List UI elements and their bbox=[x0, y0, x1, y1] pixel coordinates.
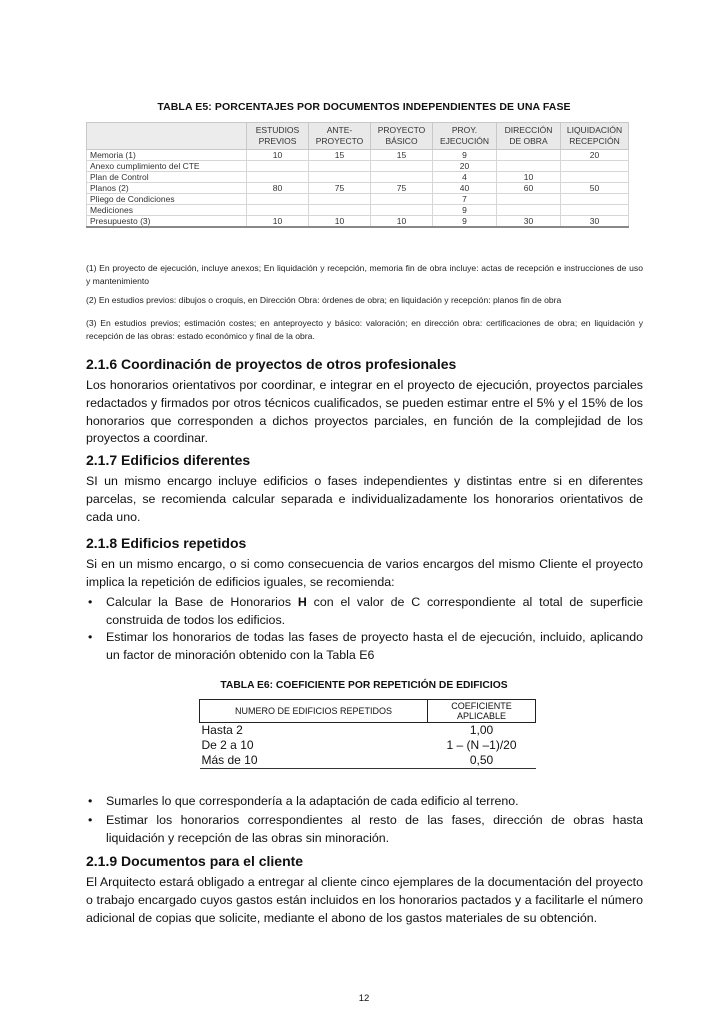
table-e6-col-header: COEFICIENTE APLICABLE bbox=[428, 700, 536, 723]
section-text-2-1-7: SI un mismo encargo incluye edificios o fases independientes y distintas entre si en diferentes parcelas, se recomienda calcular separada e individualizadamente los honorarios orientativos de cada uno. bbox=[86, 474, 643, 524]
table-e5-title: TABLA E5: PORCENTAJES POR DOCUMENTOS INDEPENDIENTES DE UNA FASE bbox=[157, 101, 571, 113]
table-row: Planos (2) 80 75 75 40 60 50 bbox=[87, 183, 629, 194]
table-e5-header bbox=[87, 123, 629, 150]
table-e6-header bbox=[200, 700, 536, 723]
table-e6 bbox=[199, 699, 536, 769]
table-row: Más de 10 0,50 bbox=[200, 753, 536, 769]
table-row: Hasta 2 1,00 bbox=[201, 723, 494, 737]
table-row: Memoria (1) 10 15 15 9 20 bbox=[87, 150, 629, 161]
footnote-3: (3) En estudios previos; estimación costes; en anteproyecto y básico: valoración; en dirección obra: certificaciones de obra; en liquidación y recepción de las obras: estado económico y final de la obra. bbox=[86, 318, 643, 341]
bullet-glyph: • bbox=[88, 813, 93, 827]
table-row: Presupuesto (3) 10 10 10 9 30 30 bbox=[87, 216, 629, 228]
section-text-2-1-9: El Arquitecto estará obligado a entregar al cliente cinco ejemplares de la documentación del proyecto o trabajo encargado cuyos gastos están incluidos en los honorarios pactados y a facilitarle el número adicional de copias que solicite, mediante el abono de los gastos materiales de su obtención. bbox=[86, 875, 643, 925]
table-e5-col-header: PROYECTO BÁSICO bbox=[371, 123, 433, 150]
table-row: Plan de Control 4 10 bbox=[87, 172, 629, 183]
table-e6-title: TABLA E6: COEFICIENTE POR REPETICIÓN DE EDIFICIOS bbox=[220, 680, 508, 691]
table-e5-col-header: PROY. EJECUCIÓN bbox=[433, 123, 497, 150]
section-heading-2-1-9: 2.1.9 Documentos para el cliente bbox=[86, 853, 304, 869]
table-e5-col-header: LIQUIDACIÓN RECEPCIÓN bbox=[561, 123, 629, 150]
section-heading-2-1-7: 2.1.7 Edificios diferentes bbox=[86, 452, 251, 468]
footnote-2: (2) En estudios previos: dibujos o croquis, en Dirección Obra: órdenes de obra; en liquidación y recepción: planos fin de obra bbox=[86, 295, 562, 305]
table-e5-header-blank bbox=[87, 123, 247, 150]
section-text-2-1-8: Si en un mismo encargo, o si como consecuencia de varios encargos del mismo Cliente el proyecto implica la repetición de edificios iguales, se recomienda: bbox=[86, 557, 643, 589]
bullet-glyph: • bbox=[88, 794, 93, 808]
section-heading-2-1-8: 2.1.8 Edificios repetidos bbox=[86, 535, 247, 551]
footnote-1: (1) En proyecto de ejecución, incluye anexos; En liquidación y recepción, memoria fin de obra incluye: actas de recepción e instrucciones de uso y mantenimiento bbox=[86, 263, 643, 286]
table-e5 bbox=[86, 122, 629, 228]
table-e5-col-header: DIRECCIÓN DE OBRA bbox=[497, 123, 561, 150]
table-row: Mediciones 9 bbox=[87, 205, 629, 216]
table-row: Anexo cumplimiento del CTE 20 bbox=[87, 161, 629, 172]
section-text-2-1-6: Los honorarios orientativos por coordinar, e integrar en el proyecto de ejecución, proyectos parciales redactados y firmados por otros técnicos cualificados, se pueden estimar entre el 5% y el 15% de los honorarios que corresponden a dichos proyectos parciales, en función de la complejidad de los proyectos a coordinar. bbox=[86, 378, 643, 446]
bullet-glyph: • bbox=[88, 630, 93, 644]
table-row: Pliego de Condiciones 7 bbox=[87, 194, 629, 205]
document-page: TABLA E5: PORCENTAJES POR DOCUMENTOS INDEPENDIENTES DE UNA FASE ESTUDIOS PREVIOS ANTE- PROYECTO PROYECTO BÁSICO PROY. EJECUCIÓN DIRECCIÓN DE OBRA LIQUIDACIÓN RECEPCIÓN Memoria (1) 10 15 15 9 20 Anexo cumplimiento del CTE 20 Plan de Control 4 10 Planos (2) 80 75 75 40 60 50 Pliego de Condiciones 7 Mediciones 9 Presupuesto (3) 10 10 10 9 30 30 (1) En proyecto de ejecución, incluye anexos; En liquidación y recepción, memoria fin de obra incluye: actas de recepción e instrucciones de uso y mantenimiento (2) En estudios previos: dibujos o croquis, en Dirección Obra: órdenes de obra; en liquidación y recepción: planos fin de obra (3) En estudios previos; estimación costes; en anteproyecto y básico: valoración; en dirección obra: certificaciones de obra; en liquidación y recepción de las obras: estado económico y final de la obra. 2.1.6 Coordinación de proyectos de otros profesionales Los honorarios orientativos por coordinar, e integrar en el proyecto de ejecución, proyectos parciales redactados y firmados por otros técnicos cualificados, se pueden estimar entre el 5% y el 15% de los honorarios que corresponden a dichos proyectos parciales, en función de la complejidad de los proyectos a coordinar. 2.1.7 Edificios diferentes SI un mismo encargo incluye edificios o fases independientes y distintas entre si en diferentes parcelas, se recomienda calcular separada e individualizadamente los honorarios orientativos de cada uno. 2.1.8 Edificios repetidos Si en un mismo encargo, o si como consecuencia de varios encargos del mismo Cliente el proyecto implica la repetición de edificios iguales, se recomienda: • Calcular la Base de Honorarios H con el valor de C correspondiente al total de superficie construida de todos los edificios. • Estimar los honorarios de todas las fases de proyecto hasta el de ejecución, incluido, aplicando un factor de minoración obtenido con la Tabla E6 TABLA E6: COEFICIENTE POR REPETICIÓN DE EDIFICIOS NUMERO DE EDIFICIOS REPETIDOS COEFICIENTE APLICABLE Hasta 2 1,00 De 2 a 10 1 – (N –1)/20 Más de 10 0,50 • Sumarles lo que correspondería a la adaptación de cada edificio al terreno. • Estimar los honorarios correspondientes al resto de las fases, dirección de obras hasta liquidación y recepción de las obras sin minoración. 2.1.9 Documentos para el cliente El Arquitecto estará obligado a entregar al cliente cinco ejemplares de la documentación del proyecto o trabajo encargado cuyos gastos están incluidos en los honorarios pactados y a facilitarle el número adicional de copias que solicite, mediante el abono de los gastos materiales de su obtención. 12 bbox=[0, 0, 728, 1031]
table-e5-col-header: ESTUDIOS PREVIOS bbox=[247, 123, 309, 150]
section-heading-2-1-6: 2.1.6 Coordinación de proyectos de otros profesionales bbox=[86, 356, 457, 372]
table-row: De 2 a 10 1 – (N –1)/20 bbox=[201, 738, 517, 752]
table-e6-col-header: NUMERO DE EDIFICIOS REPETIDOS bbox=[200, 700, 428, 723]
table-e5-col-header: ANTE- PROYECTO bbox=[309, 123, 371, 150]
page-number: 12 bbox=[358, 993, 370, 1004]
bullet-glyph: • bbox=[88, 595, 93, 609]
